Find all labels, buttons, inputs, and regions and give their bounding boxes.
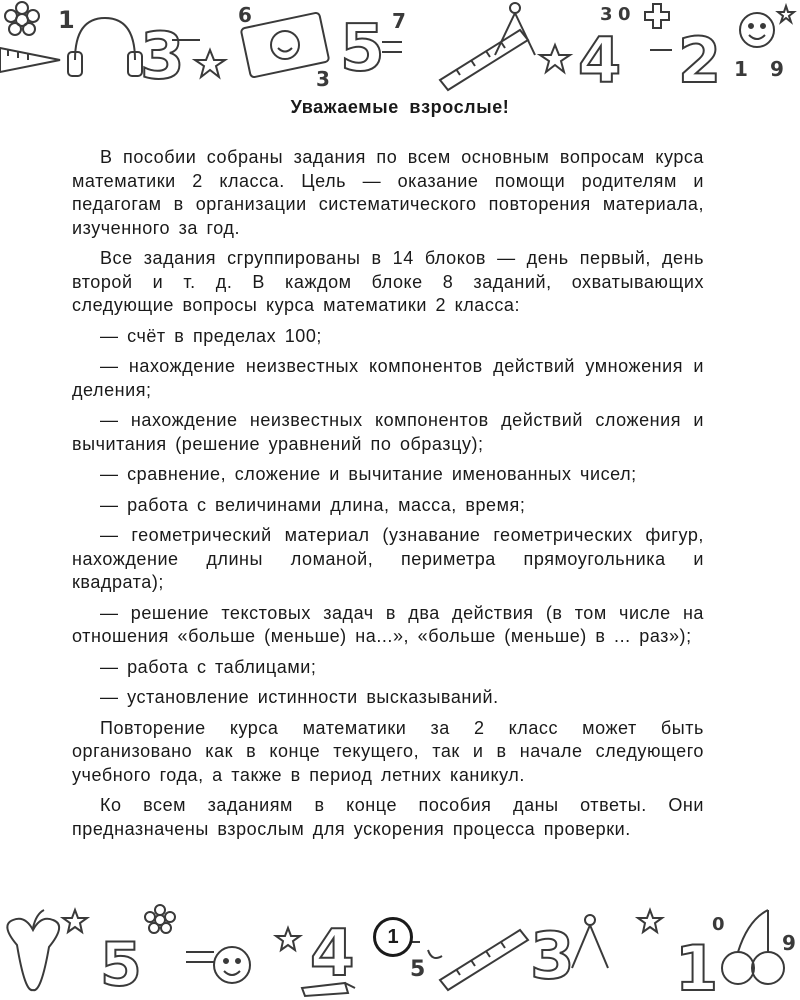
decor-digit: 0 <box>712 914 725 935</box>
star-icon <box>638 910 662 932</box>
body-text <box>72 146 704 848</box>
paragraph: В пособии собраны задания по всем основным вопросам курса математики 2 класса. Цель — оказание помощи родителям и педагогам в организации систематического повторения материала, изученного за год. <box>72 147 704 238</box>
decor-digit: 2 <box>678 24 722 95</box>
compass-icon <box>572 915 608 968</box>
decor-digit: 4 <box>310 917 355 991</box>
paragraph: Все задания сгруппированы в 14 блоков — день первый, день второй и т. д. В каждом блоке 8 заданий, охватывающих следующие вопросы курса математики 2 класса: <box>72 248 704 315</box>
list-item: — работа с таблицами; <box>100 656 317 677</box>
decor-digit: 1 <box>675 932 719 1000</box>
ruler-icon <box>0 48 60 72</box>
smiley-icon <box>740 13 774 47</box>
paragraph: Ко всем заданиям в конце пособия даны ответы. Они предназначены взрослым для ускорения процесса проверки. <box>72 795 704 839</box>
list-item: — нахождение неизвестных компонентов действий умножения и деления; <box>72 356 704 400</box>
decor-digit: 3 <box>316 67 330 91</box>
decor-digit: 5 <box>340 12 385 86</box>
star-icon <box>778 6 794 22</box>
decor-digit: 9 <box>782 931 796 955</box>
top-doodle-border <box>0 0 800 95</box>
decor-digit: 5 <box>410 957 426 982</box>
decor-digit: 5 <box>100 930 142 1000</box>
decor-digit: 3 <box>600 4 613 25</box>
decor-digit: 3 <box>530 920 575 994</box>
star-icon <box>195 50 225 77</box>
list-item: — решение текстовых задач в два действия (в том числе на отношения «больше (меньше) на...», «больше (меньше) в ... раз»); <box>72 602 704 646</box>
apple-icon <box>7 910 59 990</box>
smiley-icon <box>214 947 250 983</box>
star-icon <box>540 45 570 72</box>
flower-icon <box>145 905 175 933</box>
list-item: — нахождение неизвестных компонентов действий сложения и вычитания (решение уравнений по образцу); <box>72 410 704 454</box>
decor-digit: 0 <box>618 4 631 25</box>
plus-icon <box>645 4 669 28</box>
page-title: Уважаемые взрослые! <box>290 97 510 117</box>
star-icon <box>276 928 300 950</box>
decor-digit: 1 <box>58 6 75 34</box>
ruler-icon <box>440 930 528 990</box>
headphones-icon <box>68 18 142 76</box>
decor-digit: 9 <box>770 57 784 81</box>
decor-digit: 3 <box>140 20 185 94</box>
list-item: — счёт в пределах 100; <box>100 325 322 346</box>
list-item: — сравнение, сложение и вычитание именованных чисел; <box>100 464 637 484</box>
list-item: — работа с величинами длина, масса, время; <box>100 494 526 515</box>
flower-icon <box>5 2 39 35</box>
decor-digit: 1 <box>734 57 748 81</box>
list-item: — геометрический материал (узнавание геометрических фигур, нахождение длины ломаной, периметра прямоугольника и квадрата); <box>72 525 704 592</box>
ruler-icon <box>440 30 528 90</box>
list-item: — установление истинности высказываний. <box>100 687 499 707</box>
decor-digit: 6 <box>238 3 252 27</box>
cherry-icon <box>722 910 784 984</box>
decor-digit: 7 <box>392 9 406 33</box>
decor-digit: 4 <box>578 24 622 95</box>
page-number: 1 <box>373 917 413 957</box>
star-icon <box>63 910 87 932</box>
paragraph: Повторение курса математики за 2 класс может быть организовано как в конце текущего, так и в начале следующего учебного года, а также в период летних каникул. <box>72 717 704 785</box>
